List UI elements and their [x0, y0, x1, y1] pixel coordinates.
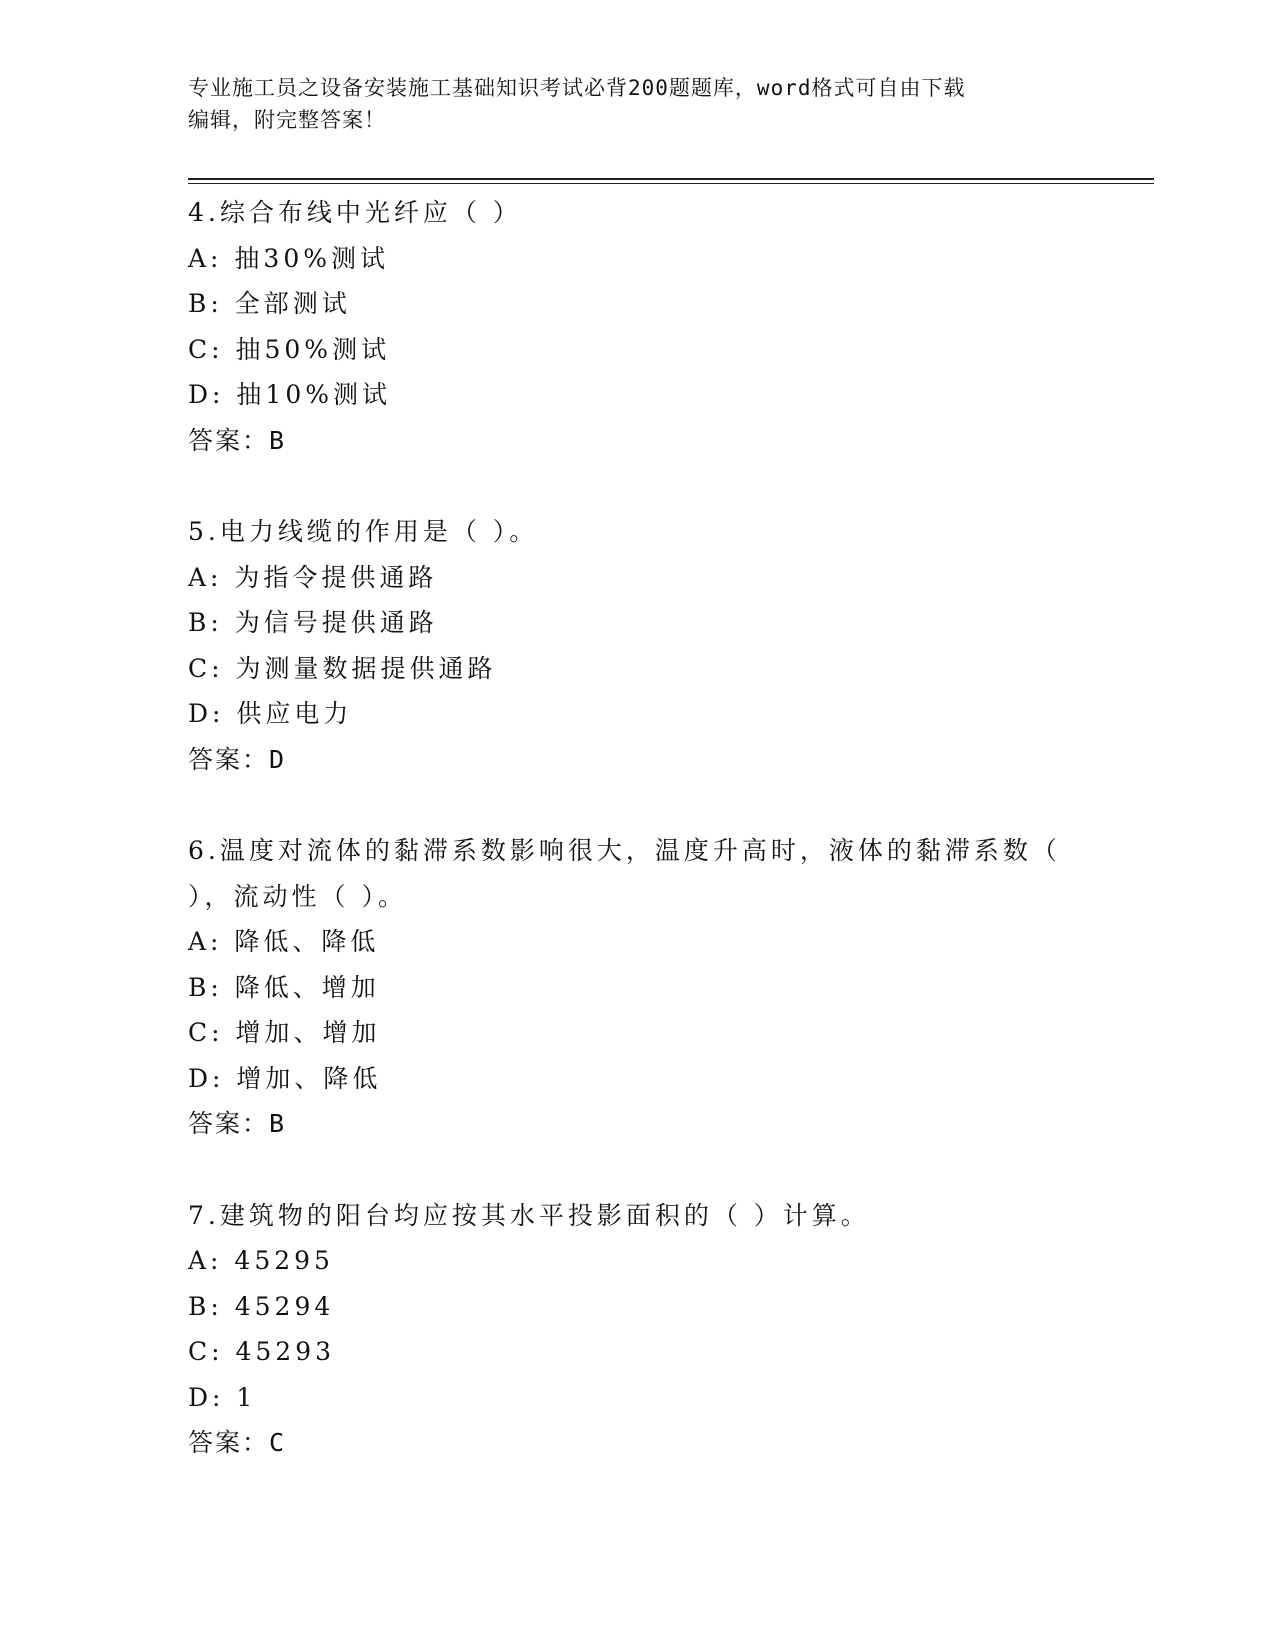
- header-divider-thin: [188, 183, 1154, 184]
- option-d: D: 抽10%测试: [188, 380, 391, 409]
- answer-line: [188, 737, 1088, 783]
- option-a: A: 降低、降低: [188, 927, 380, 956]
- answer-value: C: [269, 1428, 285, 1457]
- question-5: [188, 509, 1088, 782]
- question-gap: [188, 1147, 1088, 1193]
- question-6: [188, 828, 1088, 1147]
- option-c: C: 为测量数据提供通路: [188, 653, 497, 683]
- option-d: D: 增加、降低: [188, 1063, 382, 1093]
- option-b: B: 全部测试: [188, 289, 351, 318]
- question-4: [188, 190, 1088, 463]
- header-divider: [188, 178, 1154, 180]
- option-d: D: 供应电力: [188, 699, 353, 728]
- option-b: B: 降低、增加: [188, 972, 380, 1002]
- answer-line: [188, 1101, 1088, 1147]
- question-stem: 4.综合布线中光纤应（ ）: [188, 198, 522, 227]
- question-stem: 6.温度对流体的黏滞系数影响很大，温度升高时，液体的黏滞系数（: [188, 836, 1061, 865]
- question-stem: 5.电力线缆的作用是（ ）。: [188, 517, 539, 546]
- answer-line: [188, 1420, 1088, 1466]
- answer-label: 答案：: [188, 425, 270, 455]
- question-gap: [188, 463, 1088, 509]
- question-list: [188, 190, 1088, 1466]
- header-line-1: 专业施工员之设备安装施工基础知识考试必背200题题库，word格式可自由下载: [188, 76, 966, 100]
- option-a: A: 45295: [188, 1246, 334, 1275]
- answer-label: 答案：: [188, 1109, 270, 1138]
- answer-line: [188, 418, 1088, 464]
- question-7: [188, 1193, 1088, 1466]
- answer-label: 答案：: [188, 744, 270, 774]
- answer-value: B: [269, 425, 285, 455]
- option-d: D: 1: [188, 1382, 257, 1412]
- option-a: A: 为指令提供通路: [188, 562, 438, 592]
- document-header: [188, 72, 1068, 136]
- option-c: C: 增加、增加: [188, 1018, 381, 1047]
- question-stem-continued: ），流动性（ ）。: [188, 881, 407, 911]
- answer-value: B: [269, 1109, 285, 1138]
- question-stem: 7.建筑物的阳台均应按其水平投影面积的（ ）计算。: [188, 1200, 870, 1230]
- header-line-2: 编辑，附完整答案！: [188, 108, 386, 132]
- option-c: C: 抽50%测试: [188, 334, 391, 364]
- option-a: A: 抽30%测试: [188, 243, 389, 273]
- option-b: B: 45294: [188, 1291, 335, 1321]
- question-gap: [188, 782, 1088, 828]
- answer-value: D: [269, 744, 285, 774]
- answer-label: 答案：: [188, 1428, 270, 1457]
- option-b: B: 为信号提供通路: [188, 608, 438, 637]
- option-c: C: 45293: [188, 1337, 336, 1366]
